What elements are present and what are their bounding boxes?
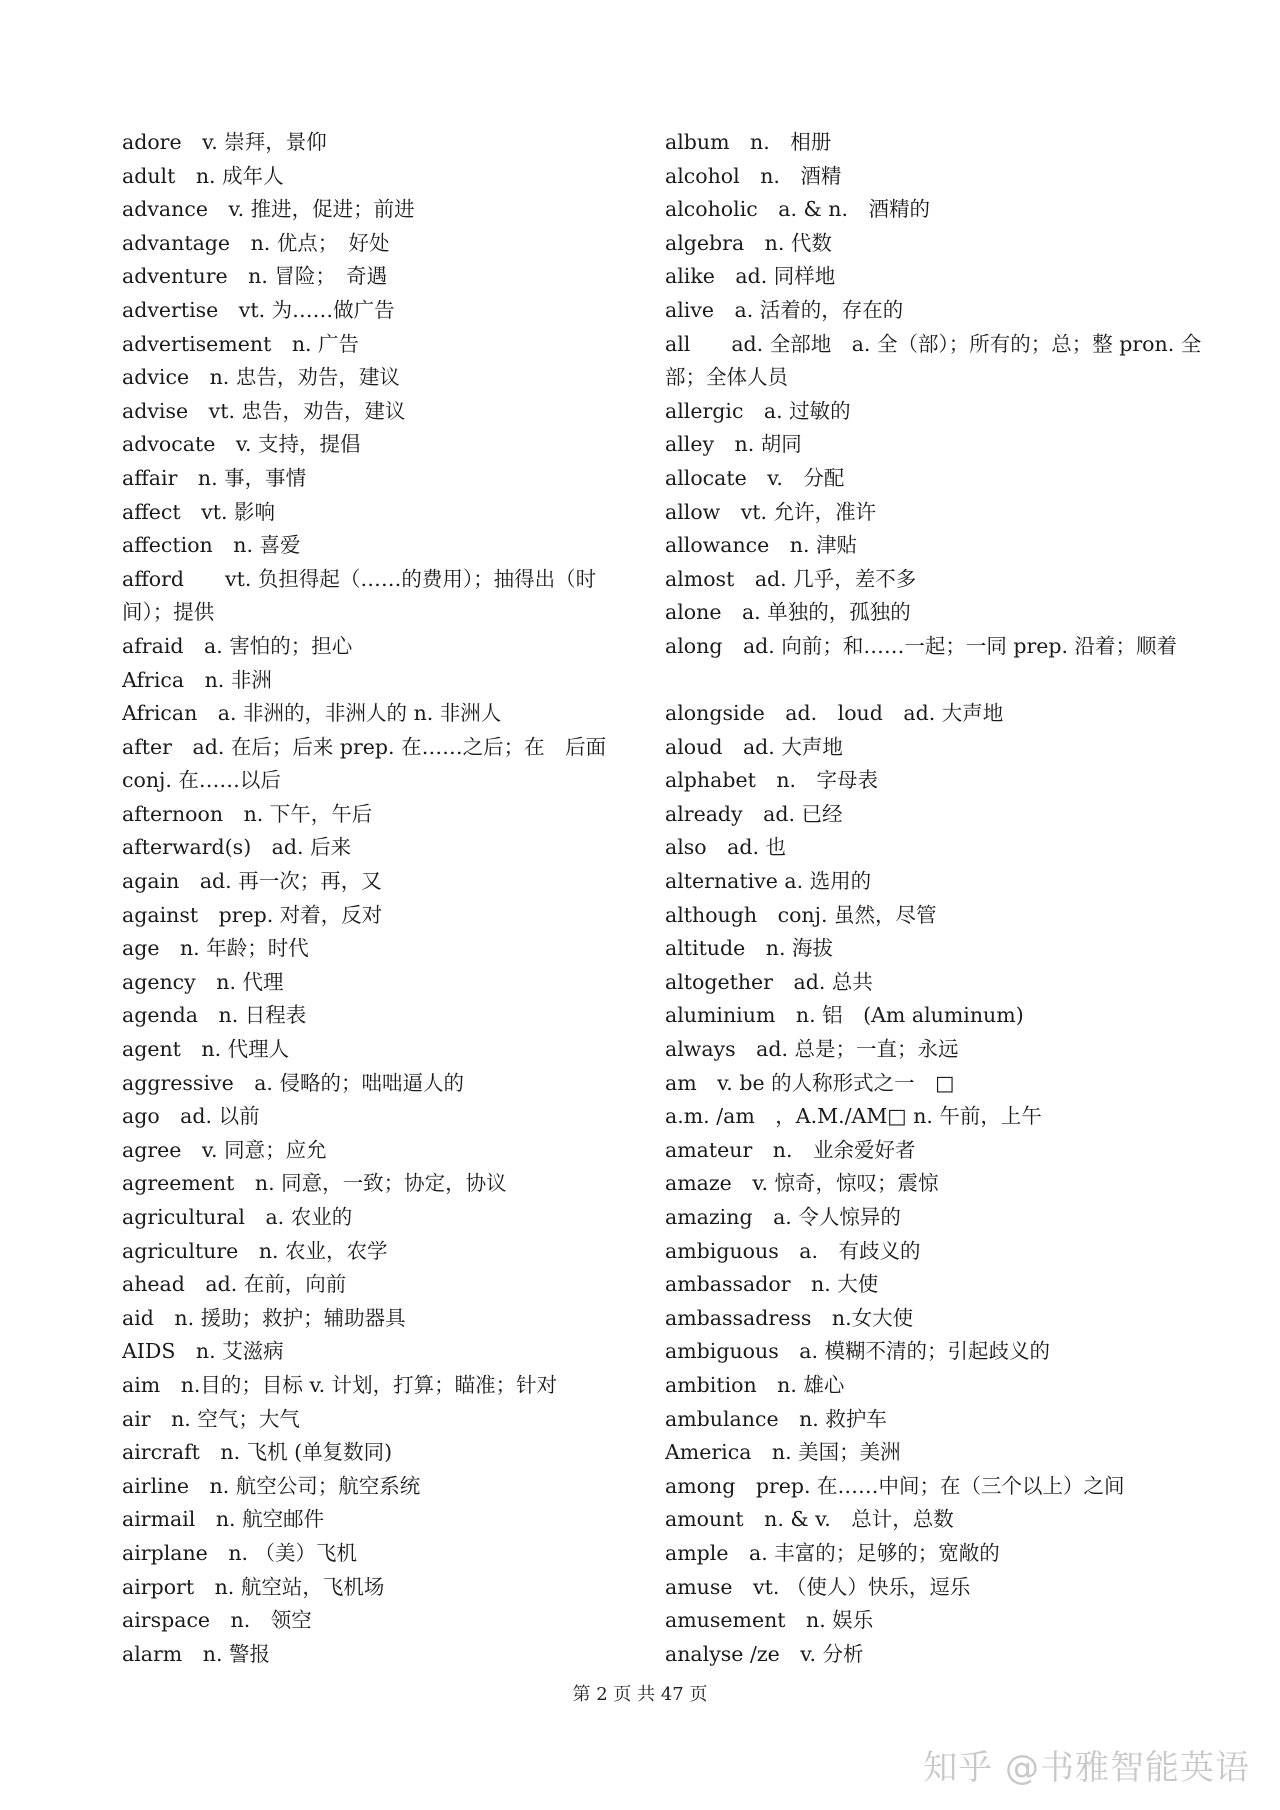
vocab-entry: ambassadress n.女大使 — [665, 1305, 914, 1330]
vocab-entry: after ad. 在后；后来 prep. 在……之后；在 后面 conj. 在……以后 — [122, 734, 607, 793]
vocab-entry: Africa n. 非洲 — [122, 667, 272, 692]
vocab-entry: agree v. 同意；应允 — [122, 1137, 327, 1162]
vocab-entry: allocate v. 分配 — [665, 465, 845, 490]
vocab-entry: ago ad. 以前 — [122, 1104, 260, 1129]
vocab-entry: ambassador n. 大使 — [665, 1272, 879, 1297]
vocab-entry: alcoholic a. & n. 酒精的 — [665, 197, 930, 222]
right-column — [665, 126, 1205, 1671]
vocab-entry: am v. be 的人称形式之一 □ — [665, 1070, 955, 1095]
vocab-entry: ahead ad. 在前，向前 — [122, 1272, 347, 1297]
vocab-entry: adore v. 崇拜，景仰 — [122, 130, 327, 154]
vocab-entry: although conj. 虽然，尽管 — [665, 902, 937, 927]
vocab-entry: ambulance n. 救护车 — [665, 1406, 887, 1431]
vocab-entry: algebra n. 代数 — [665, 230, 832, 255]
vocab-entry: afternoon n. 下午，午后 — [122, 801, 373, 826]
vocab-entry: altitude n. 海拔 — [665, 936, 834, 961]
vocab-entry: aircraft n. 飞机 (单复数同) — [122, 1440, 393, 1465]
vocab-entry: all ad. 全部地 a. 全（部）；所有的；总；整 pron. 全部；全体人员 — [665, 331, 1202, 390]
vocab-entry: alcohol n. 酒精 — [665, 163, 842, 188]
vocab-entry: allowance n. 津贴 — [665, 533, 857, 558]
vocab-entry: airline n. 航空公司；航空系统 — [122, 1473, 421, 1498]
vocab-entry: affection n. 喜爱 — [122, 533, 301, 558]
vocab-entry: adult n. 成年人 — [122, 163, 284, 188]
vocab-entry: amateur n. 业余爱好者 — [665, 1137, 916, 1162]
vocab-entry: amount n. & v. 总计，总数 — [665, 1507, 954, 1532]
vocab-entry: affair n. 事，事情 — [122, 465, 307, 490]
vocab-entry: a.m. /am ，A.M./AM□ n. 午前，上午 — [665, 1104, 1042, 1129]
vocab-entry: already ad. 已经 — [665, 801, 843, 826]
vocab-entry: alphabet n. 字母表 — [665, 768, 879, 793]
vocab-entry: along ad. 向前；和……一起；一同 prep. 沿着；顺着 — [665, 633, 1178, 658]
vocab-entry: agent n. 代理人 — [122, 1037, 290, 1062]
vocab-entry: advocate v. 支持，提倡 — [122, 432, 361, 457]
vocab-entry: airmail n. 航空邮件 — [122, 1507, 325, 1532]
vocab-entry: afraid a. 害怕的；担心 — [122, 633, 353, 658]
vocab-entry: adventure n. 冒险； 奇遇 — [122, 264, 388, 289]
vocab-entry: against prep. 对着，反对 — [122, 902, 383, 927]
vocab-entry: album n. 相册 — [665, 130, 832, 154]
vocab-entry: African a. 非洲的，非洲人的 n. 非洲人 — [122, 701, 502, 726]
vocab-entry: America n. 美国；美洲 — [665, 1440, 901, 1465]
vocab-entry: age n. 年龄；时代 — [122, 936, 309, 961]
vocab-entry: alley n. 胡同 — [665, 432, 802, 457]
vocab-entry: among prep. 在……中间；在（三个以上）之间 — [665, 1473, 1125, 1498]
vocab-entry: aluminium n. 铝 (Am aluminum) — [665, 1003, 1024, 1028]
vocab-entry: airspace n. 领空 — [122, 1608, 312, 1633]
vocab-entry: aloud ad. 大声地 — [665, 734, 843, 759]
vocab-entry: AIDS n. 艾滋病 — [122, 1339, 284, 1364]
vocab-entry: ample a. 丰富的；足够的；宽敞的 — [665, 1540, 1000, 1565]
vocab-entry: air n. 空气；大气 — [122, 1406, 300, 1431]
vocab-entry: analyse /ze v. 分析 — [665, 1641, 864, 1666]
vocab-entry: agricultural a. 农业的 — [122, 1205, 353, 1229]
vocab-entry: amusement n. 娱乐 — [665, 1608, 874, 1633]
vocab-entry: advantage n. 优点； 好处 — [122, 230, 390, 255]
vocab-entry: airport n. 航空站，飞机场 — [122, 1574, 385, 1599]
vocab-entry: agency n. 代理 — [122, 969, 284, 994]
vocab-entry: alternative a. 选用的 — [665, 869, 872, 894]
vocab-entry: advertisement n. 广告 — [122, 331, 360, 356]
vocab-entry: again ad. 再一次；再，又 — [122, 869, 382, 894]
vocab-entry: affect vt. 影响 — [122, 499, 275, 524]
vocab-entry: alongside ad. loud ad. 大声地 — [665, 701, 1004, 726]
vocab-entry: airplane n. （美）飞机 — [122, 1540, 358, 1565]
vocab-entry: amuse vt. （使人）快乐，逗乐 — [665, 1574, 971, 1599]
left-column — [122, 126, 642, 1671]
vocab-entry: allergic a. 过敏的 — [665, 398, 851, 423]
vocab-entry: agenda n. 日程表 — [122, 1003, 307, 1028]
vocab-entry: aim n.目的；目标 v. 计划，打算；瞄准；针对 — [122, 1372, 558, 1397]
vocab-entry: almost ad. 几乎，差不多 — [665, 566, 917, 591]
vocab-entry: agriculture n. 农业，农学 — [122, 1238, 388, 1263]
vocab-entry: advise vt. 忠告，劝告，建议 — [122, 398, 406, 423]
vocab-entry: alike ad. 同样地 — [665, 264, 836, 289]
vocab-entry: advice n. 忠告，劝告，建议 — [122, 365, 400, 390]
vocab-entry: allow vt. 允许，准许 — [665, 499, 877, 524]
vocab-entry: ambiguous a. 模糊不清的；引起歧义的 — [665, 1339, 1050, 1364]
vocab-entry: agreement n. 同意，一致；协定，协议 — [122, 1171, 507, 1196]
vocab-entry: afford vt. 负担得起（……的费用）；抽得出（时间）；提供 — [122, 566, 597, 625]
vocab-entry: amazing a. 令人惊异的 — [665, 1205, 901, 1229]
vocab-entry: altogether ad. 总共 — [665, 969, 873, 994]
vocab-entry: advance v. 推进，促进；前进 — [122, 197, 415, 222]
vocab-entry: amaze v. 惊奇，惊叹；震惊 — [665, 1171, 939, 1196]
vocab-entry: alive a. 活着的，存在的 — [665, 297, 904, 322]
vocab-entry: aggressive a. 侵略的；咄咄逼人的 — [122, 1070, 464, 1095]
vocab-entry: also ad. 也 — [665, 835, 787, 860]
vocab-entry: afterward(s) ad. 后来 — [122, 835, 352, 860]
page-footer: 第 2 页 共 47 页 — [572, 1684, 708, 1705]
vocab-entry: alarm n. 警报 — [122, 1641, 270, 1666]
watermark: 知乎 @书雅智能英语 — [923, 1748, 1250, 1788]
vocab-entry: advertise vt. 为……做广告 — [122, 297, 395, 322]
vocab-entry: ambiguous a. 有歧义的 — [665, 1238, 921, 1263]
vocab-entry: always ad. 总是；一直；永远 — [665, 1037, 959, 1062]
vocab-entry: alone a. 单独的，孤独的 — [665, 600, 911, 625]
vocab-entry: ambition n. 雄心 — [665, 1372, 845, 1397]
vocab-entry: aid n. 援助；救护；辅助器具 — [122, 1305, 406, 1330]
